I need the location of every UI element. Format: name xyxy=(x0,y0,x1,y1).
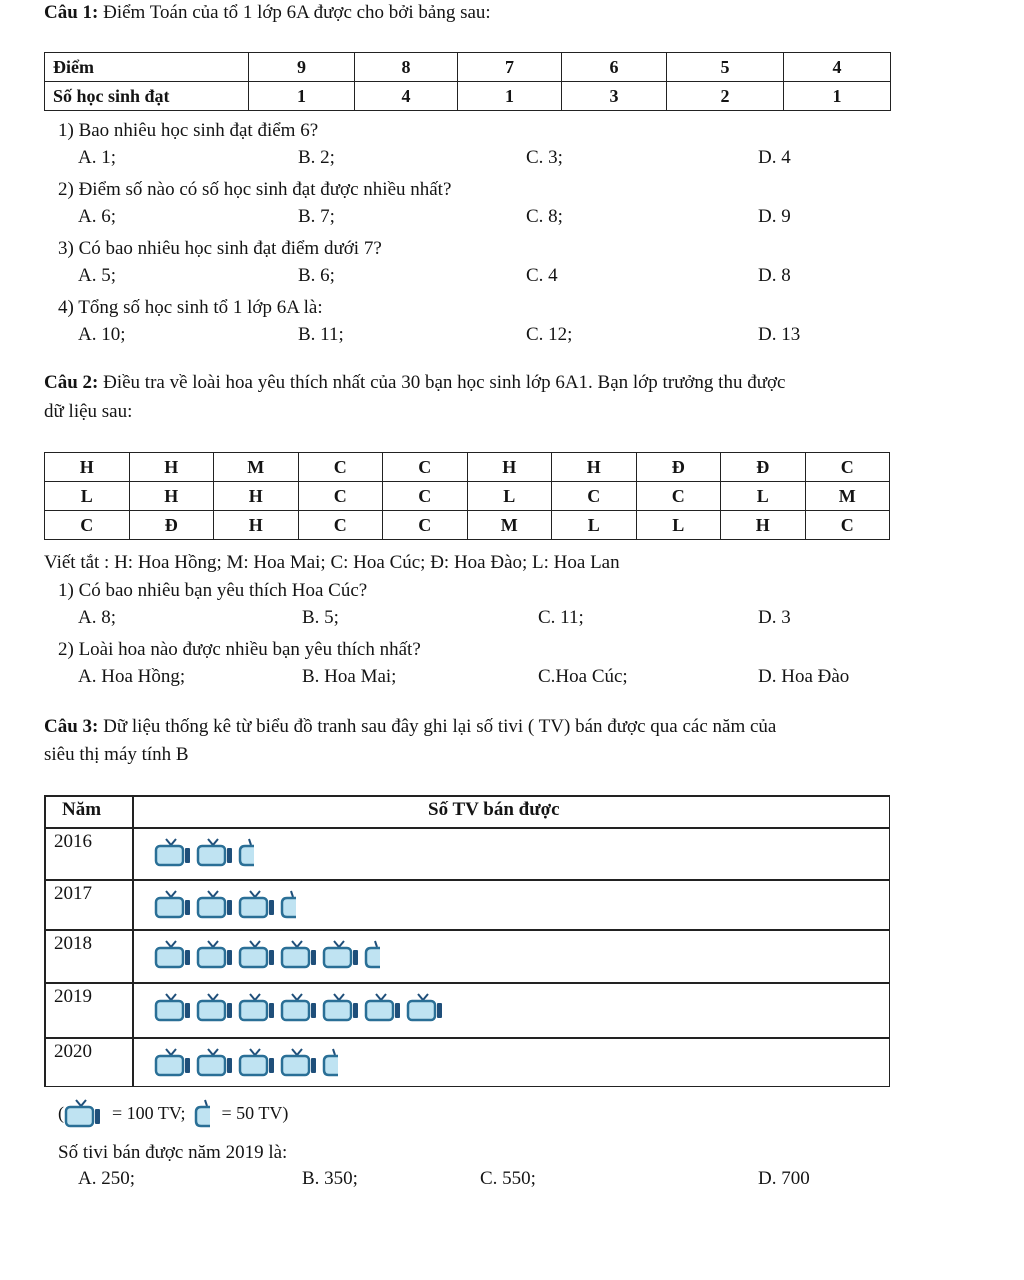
tv-full-icon xyxy=(196,837,238,867)
answer-option[interactable]: B. 6; xyxy=(298,265,335,286)
question-text: 1) Có bao nhiêu bạn yêu thích Hoa Cúc? xyxy=(58,580,368,601)
tv-full-icon xyxy=(64,1098,106,1128)
table-cell: 7 xyxy=(458,53,562,82)
table-cell: C xyxy=(636,482,721,511)
table-cell: 1 xyxy=(458,82,562,111)
tv-full-icon xyxy=(406,992,448,1022)
year-label: 2017 xyxy=(54,883,92,904)
tv-full-icon xyxy=(238,889,280,919)
answer-option[interactable]: D. 8 xyxy=(758,265,791,286)
tv-icon-row xyxy=(154,990,448,1024)
q1-score-table xyxy=(44,52,891,111)
tv-full-icon xyxy=(154,992,196,1022)
year-label: 2016 xyxy=(54,831,92,852)
answer-option[interactable]: C. 3; xyxy=(526,147,563,168)
year-label: 2019 xyxy=(54,986,92,1007)
answer-option[interactable]: C. 4 xyxy=(526,265,558,286)
tv-full-icon xyxy=(196,939,238,969)
q3-title-text: Dữ liệu thống kê từ biểu đồ tranh sau đây ghi lại số tivi ( TV) bán được qua các năm của xyxy=(98,716,777,737)
table-cell: C xyxy=(298,482,383,511)
q2-title-line2: dữ liệu sau: xyxy=(44,401,133,422)
year-label: 2018 xyxy=(54,933,92,954)
tv-full-icon xyxy=(238,1047,280,1077)
pictograph-key xyxy=(58,1098,288,1128)
table-cell: C xyxy=(383,482,468,511)
table-cell: L xyxy=(721,482,806,511)
table-cell: Đ xyxy=(721,453,806,482)
table-cell: C xyxy=(805,511,890,540)
key-full-text: = 100 TV; xyxy=(112,1102,186,1123)
table-cell: C xyxy=(805,453,890,482)
pictograph-header-year: Năm xyxy=(62,799,102,820)
answer-option[interactable]: B. 5; xyxy=(302,607,339,628)
table-cell: C xyxy=(45,511,130,540)
answer-option[interactable]: A. 1; xyxy=(78,147,116,168)
question-text: 2) Loài hoa nào được nhiều bạn yêu thích nhất? xyxy=(58,639,421,660)
tv-full-icon xyxy=(322,939,364,969)
answer-option[interactable]: A. Hoa Hồng; xyxy=(78,666,186,687)
answer-option[interactable]: A. 5; xyxy=(78,265,116,286)
answer-option[interactable]: A. 8; xyxy=(78,607,116,628)
answer-option[interactable]: D. 700 xyxy=(758,1168,810,1189)
tv-icon-row xyxy=(154,835,262,869)
table-border xyxy=(44,879,890,881)
table-cell: H xyxy=(45,453,130,482)
table-border xyxy=(44,795,46,1087)
tv-half-icon xyxy=(322,1047,346,1077)
q1-title-text: Điểm Toán của tổ 1 lớp 6A được cho bởi bảng sau: xyxy=(98,2,491,23)
q2-flower-table xyxy=(44,452,890,540)
tv-full-icon xyxy=(196,1047,238,1077)
tv-full-icon xyxy=(280,1047,322,1077)
row-header-cell: Điểm xyxy=(45,53,249,82)
question-text: 3) Có bao nhiêu học sinh đạt điểm dưới 7? xyxy=(58,238,382,259)
table-row xyxy=(45,511,890,540)
table-row xyxy=(45,453,890,482)
q1-title xyxy=(44,2,491,24)
tv-full-icon xyxy=(280,992,322,1022)
answer-option[interactable]: A. 10; xyxy=(78,324,126,345)
answer-option[interactable]: B. 11; xyxy=(298,324,344,345)
tv-full-icon xyxy=(196,992,238,1022)
answer-option[interactable]: C. 8; xyxy=(526,206,563,227)
table-border xyxy=(44,795,890,797)
question-text: 2) Điểm số nào có số học sinh đạt được nhiều nhất? xyxy=(58,179,452,200)
answer-option[interactable]: C. 12; xyxy=(526,324,573,345)
table-cell: 9 xyxy=(249,53,355,82)
tv-full-icon xyxy=(196,889,238,919)
key-open-paren: ( xyxy=(58,1102,64,1123)
table-cell: M xyxy=(467,511,552,540)
tv-full-icon xyxy=(154,1047,196,1077)
q1-title-label: Câu 1: xyxy=(44,2,99,23)
table-cell: C xyxy=(383,453,468,482)
pictograph-header-sold: Số TV bán được xyxy=(428,799,560,820)
table-cell: L xyxy=(552,511,637,540)
table-cell: 1 xyxy=(784,82,891,111)
q2-title xyxy=(44,372,785,394)
table-border xyxy=(44,827,890,829)
table-cell: 2 xyxy=(667,82,784,111)
q3-title-line2: siêu thị máy tính B xyxy=(44,744,189,765)
tv-pictograph xyxy=(44,795,890,1087)
answer-option[interactable]: C. 11; xyxy=(538,607,584,628)
tv-full-icon xyxy=(154,939,196,969)
question-text: 1) Bao nhiêu học sinh đạt điểm 6? xyxy=(58,120,319,141)
q3-title xyxy=(44,716,776,738)
tv-icon-row xyxy=(154,937,388,971)
table-cell: Đ xyxy=(129,511,214,540)
table-row xyxy=(45,82,891,111)
table-cell: H xyxy=(467,453,552,482)
table-cell: M xyxy=(214,453,299,482)
table-cell: H xyxy=(214,482,299,511)
tv-full-icon xyxy=(238,939,280,969)
table-cell: 4 xyxy=(355,82,458,111)
answer-option[interactable]: A. 6; xyxy=(78,206,116,227)
table-border xyxy=(132,795,134,1087)
tv-half-icon xyxy=(238,837,262,867)
table-border xyxy=(44,929,890,931)
answer-option[interactable]: D. 13 xyxy=(758,324,801,345)
tv-full-icon xyxy=(364,992,406,1022)
table-cell: Đ xyxy=(636,453,721,482)
table-cell: C xyxy=(552,482,637,511)
table-cell: H xyxy=(214,511,299,540)
tv-icon-row xyxy=(154,1045,346,1079)
table-border xyxy=(889,795,891,1087)
table-row xyxy=(45,53,891,82)
tv-half-icon xyxy=(364,939,388,969)
table-cell: H xyxy=(721,511,806,540)
answer-option[interactable]: B. Hoa Mai; xyxy=(302,666,397,687)
answer-option[interactable]: A. 250; xyxy=(78,1168,135,1189)
q2-title-label: Câu 2: xyxy=(44,372,99,393)
table-cell: 4 xyxy=(784,53,891,82)
table-border xyxy=(44,982,890,984)
answer-option[interactable]: D. Hoa Đào xyxy=(758,666,850,687)
table-cell: L xyxy=(45,482,130,511)
table-cell: H xyxy=(129,482,214,511)
tv-full-icon xyxy=(322,992,364,1022)
tv-half-icon xyxy=(280,889,304,919)
q3-title-label: Câu 3: xyxy=(44,716,99,737)
table-cell: C xyxy=(298,453,383,482)
answer-option[interactable]: B. 2; xyxy=(298,147,335,168)
row-header-cell: Số học sinh đạt xyxy=(45,82,249,111)
tv-full-icon xyxy=(154,837,196,867)
question-text: 4) Tổng số học sinh tổ 1 lớp 6A là: xyxy=(58,297,323,318)
table-cell: L xyxy=(467,482,552,511)
tv-full-icon xyxy=(238,992,280,1022)
answer-option[interactable]: C. 550; xyxy=(480,1168,536,1189)
table-border xyxy=(44,1037,890,1039)
tv-icon-row xyxy=(154,887,304,921)
table-cell: H xyxy=(129,453,214,482)
table-cell: 3 xyxy=(562,82,667,111)
table-cell: L xyxy=(636,511,721,540)
q2-legend: Viết tắt : H: Hoa Hồng; M: Hoa Mai; C: Hoa Cúc; Đ: Hoa Đào; L: Hoa Lan xyxy=(44,552,620,573)
q2-title-text: Điều tra về loài hoa yêu thích nhất của 30 bạn học sinh lớp 6A1. Bạn lớp trưởng thu được xyxy=(98,372,786,393)
year-label: 2020 xyxy=(54,1041,92,1062)
answer-option[interactable]: D. 3 xyxy=(758,607,791,628)
key-half-text: = 50 TV) xyxy=(221,1102,289,1123)
answer-option[interactable]: B. 350; xyxy=(302,1168,358,1189)
table-cell: 8 xyxy=(355,53,458,82)
q3-question: Số tivi bán được năm 2019 là: xyxy=(58,1142,288,1163)
table-row xyxy=(45,482,890,511)
table-border xyxy=(44,1086,890,1088)
answer-option[interactable]: D. 9 xyxy=(758,206,791,227)
tv-full-icon xyxy=(154,889,196,919)
table-cell: 6 xyxy=(562,53,667,82)
tv-full-icon xyxy=(280,939,322,969)
table-cell: H xyxy=(552,453,637,482)
tv-half-icon xyxy=(194,1098,218,1128)
answer-option[interactable]: D. 4 xyxy=(758,147,791,168)
table-cell: C xyxy=(383,511,468,540)
table-cell: 5 xyxy=(667,53,784,82)
table-cell: 1 xyxy=(249,82,355,111)
table-cell: C xyxy=(298,511,383,540)
answer-option[interactable]: B. 7; xyxy=(298,206,335,227)
table-cell: M xyxy=(805,482,890,511)
answer-option[interactable]: C.Hoa Cúc; xyxy=(538,666,628,687)
